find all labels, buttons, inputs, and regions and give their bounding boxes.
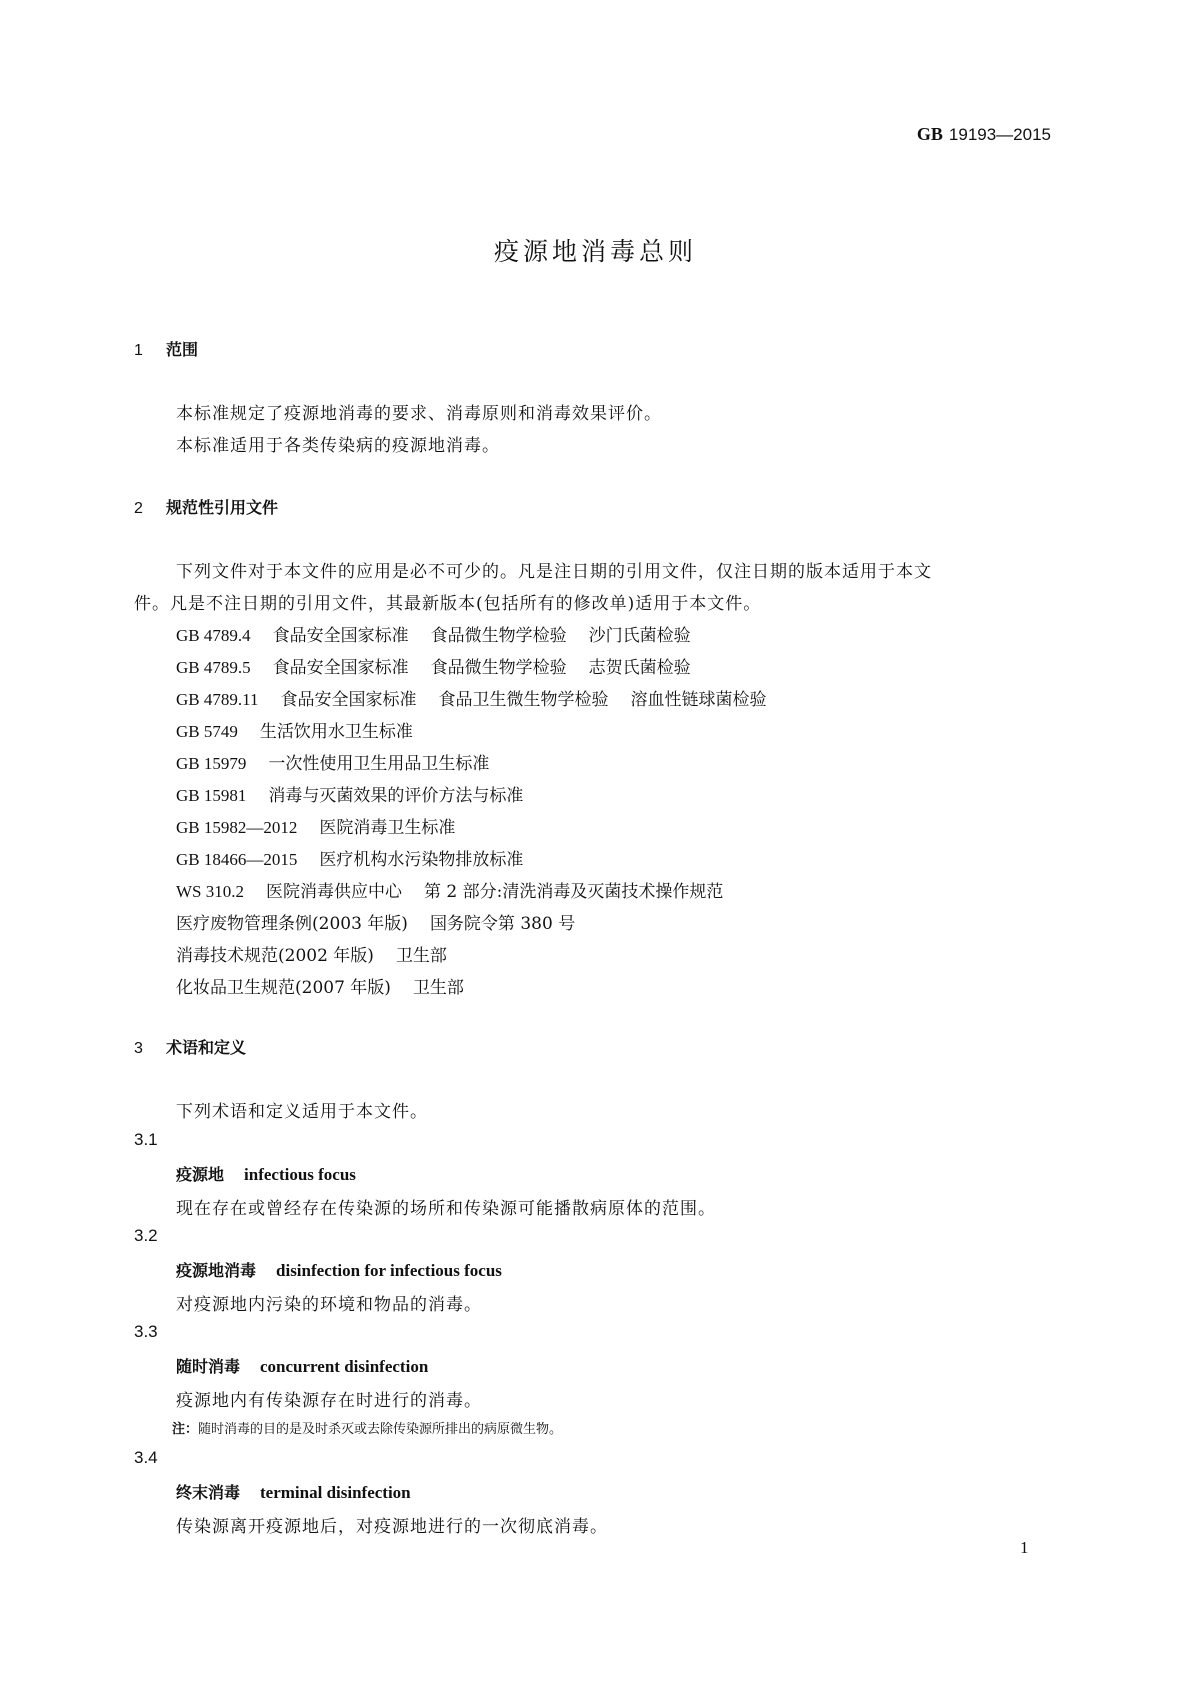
reference-item: GB 4789.4 食品安全国家标准 食品微生物学检验 沙门氏菌检验 [176,626,691,646]
standard-prefix: GB [916,124,943,144]
standard-number: 19193—2015 [948,125,1051,144]
reference-item: WS 310.2 医院消毒供应中心 第 2 部分:清洗消毒及灭菌技术操作规范 [176,882,724,902]
term-name: 终末消毒 terminal disinfection [176,1483,411,1502]
reference-item: GB 15979 一次性使用卫生用品卫生标准 [176,754,490,774]
reference-item: GB 15982—2012 医院消毒卫生标准 [176,818,456,838]
section-3-intro: 下列术语和定义适用于本文件。 [176,1102,428,1122]
term-number: 3.1 [134,1130,158,1149]
term-definition: 疫源地内有传染源存在时进行的消毒。 [176,1391,482,1411]
term-definition: 对疫源地内污染的环境和物品的消毒。 [176,1295,482,1315]
section-1-paragraph: 本标准适用于各类传染病的疫源地消毒。 [176,436,500,456]
term-name: 疫源地消毒 disinfection for infectious focus [176,1261,502,1280]
term-number: 3.4 [134,1448,158,1467]
term-name: 随时消毒 concurrent disinfection [176,1357,429,1376]
section-1-paragraph: 本标准规定了疫源地消毒的要求、消毒原则和消毒效果评价。 [176,404,662,424]
reference-item: 化妆品卫生规范(2007 年版) 卫生部 [176,978,464,998]
section-2-intro: 件。凡是不注日期的引用文件，其最新版本(包括所有的修改单)适用于本文件。 [134,594,762,614]
term-definition: 现在存在或曾经存在传染源的场所和传染源可能播散病原体的范围。 [176,1199,716,1219]
term-name: 疫源地 infectious focus [176,1165,356,1184]
term-note: 注：随时消毒的目的是及时杀灭或去除传染源所排出的病原微生物。 [172,1422,563,1437]
reference-item: 医疗废物管理条例(2003 年版) 国务院令第 380 号 [176,914,576,934]
reference-item: GB 5749 生活饮用水卫生标准 [176,722,413,742]
term-number: 3.3 [134,1322,158,1341]
reference-item: GB 18466—2015 医疗机构水污染物排放标准 [176,850,524,870]
section-2-heading: 2 规范性引用文件 [134,498,279,517]
section-2-intro: 下列文件对于本文件的应用是必不可少的。凡是注日期的引用文件，仅注日期的版本适用于本文 [176,562,932,582]
reference-item: GB 4789.11 食品安全国家标准 食品卫生微生物学检验 溶血性链球菌检验 [176,690,767,710]
standard-code [917,124,1051,145]
term-definition: 传染源离开疫源地后，对疫源地进行的一次彻底消毒。 [176,1517,608,1537]
reference-item: GB 15981 消毒与灭菌效果的评价方法与标准 [176,786,524,806]
section-3-heading: 3 术语和定义 [134,1038,247,1057]
section-1-heading: 1 范围 [134,340,199,359]
reference-item: 消毒技术规范(2002 年版) 卫生部 [176,946,447,966]
reference-item: GB 4789.5 食品安全国家标准 食品微生物学检验 志贺氏菌检验 [176,658,691,678]
term-number: 3.2 [134,1226,158,1245]
page-number: 1 [1020,1538,1029,1557]
document-title: 疫源地消毒总则 [493,237,697,266]
